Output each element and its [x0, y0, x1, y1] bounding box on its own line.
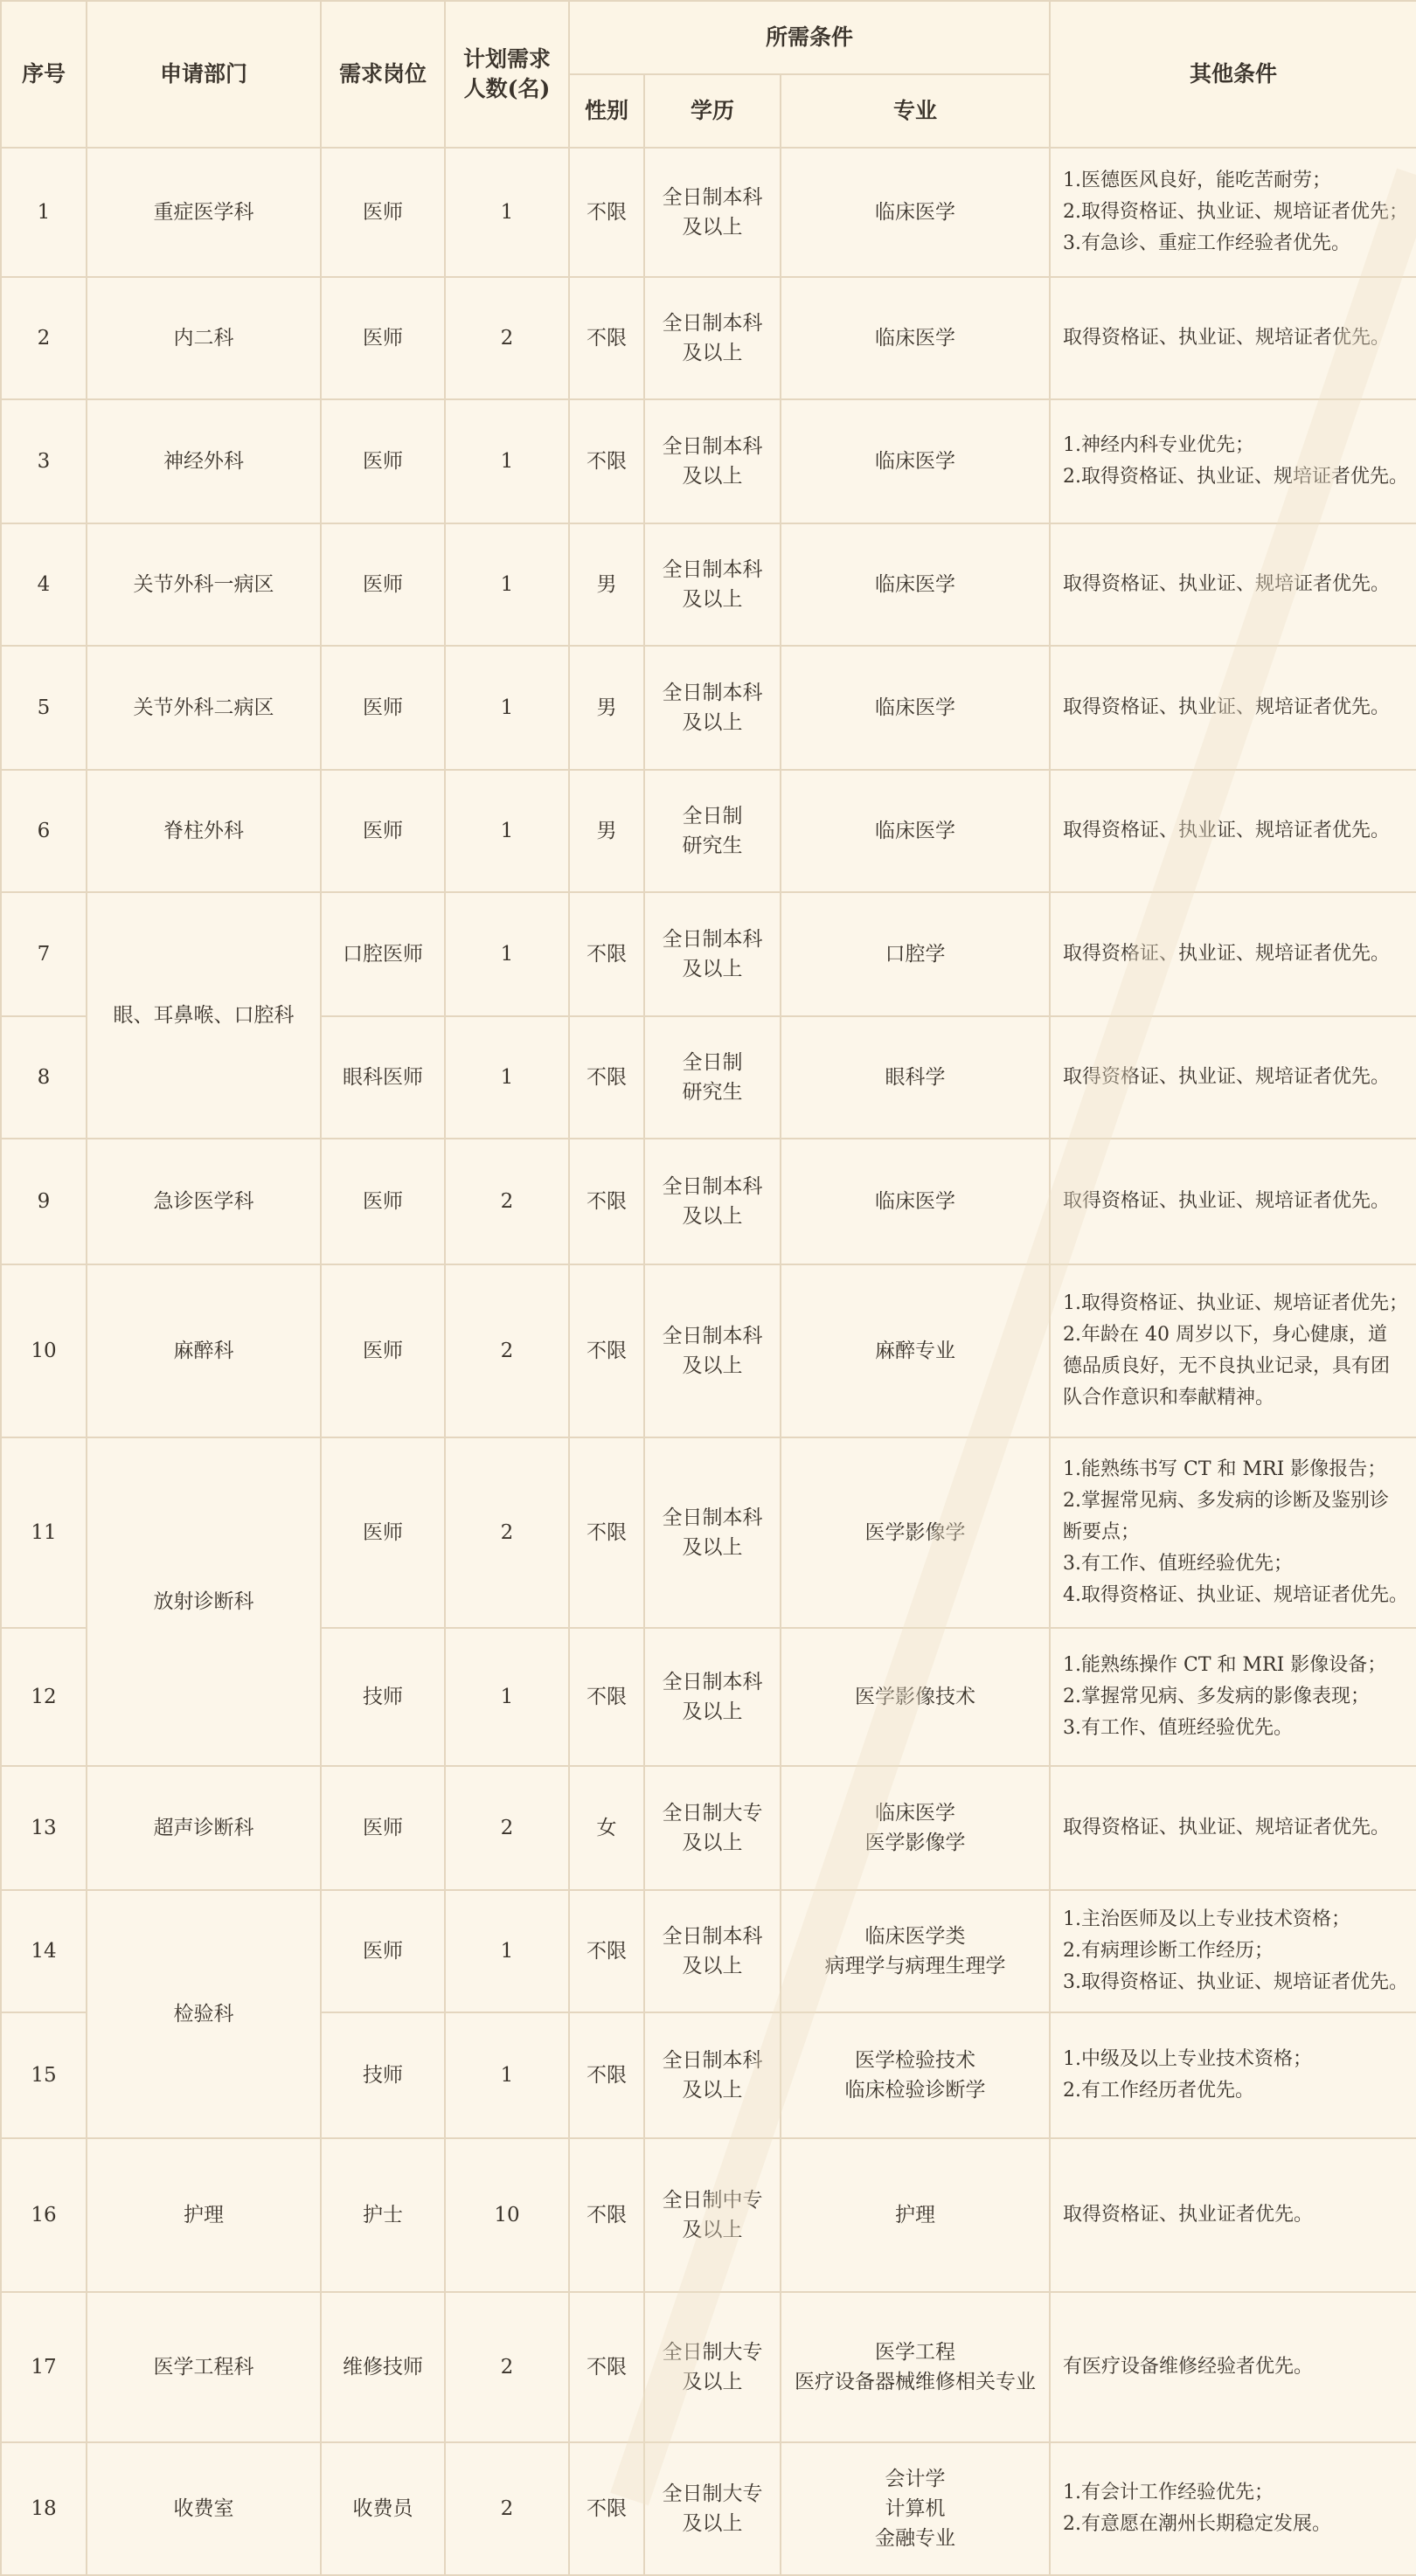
cell-index: 15: [1, 2012, 87, 2138]
cell-major-line: 临床医学: [875, 450, 955, 473]
cell-major: [781, 399, 1050, 523]
cell-education-line: 及以上: [682, 1205, 743, 1228]
cell-education-line: 全日制本科: [662, 1506, 763, 1529]
cell-major-line: 临床医学类: [864, 1925, 966, 1948]
cell-education-line: 全日制本科: [662, 2049, 763, 2072]
cell-position: 医师: [321, 770, 445, 892]
cell-other: [1050, 1628, 1416, 1766]
cell-department: 收费室: [87, 2442, 321, 2575]
cell-other-line: 断要点；: [1063, 1521, 1141, 1543]
cell-department: 神经外科: [87, 399, 321, 523]
cell-other: [1050, 1766, 1416, 1890]
cell-other-line: 有医疗设备维修经验者优先。: [1063, 2356, 1314, 2378]
table-row: [1, 646, 1416, 770]
header-count-line2: 人数(名): [463, 76, 551, 101]
table-row: [1, 148, 1416, 277]
cell-other-line: 1.有会计工作经验优先；: [1063, 2482, 1274, 2503]
cell-major-line: 医学影像技术: [855, 1686, 975, 1708]
cell-other-line: 2.取得资格证、执业证、规培证者优先。: [1063, 466, 1409, 488]
cell-count: 1: [445, 399, 569, 523]
cell-department: 眼、耳鼻喉、口腔科: [87, 892, 321, 1139]
cell-education-line: 及以上: [682, 1536, 743, 1559]
cell-other-line: 德品质良好，无不良执业记录，具有团: [1063, 1355, 1391, 1377]
cell-count: 1: [445, 1890, 569, 2012]
cell-education: [644, 770, 781, 892]
cell-other-line: 1.中级及以上专业技术资格；: [1063, 2048, 1313, 2070]
cell-major-line: 临床医学: [875, 1802, 955, 1825]
cell-education: [644, 1437, 781, 1628]
cell-index: 9: [1, 1139, 87, 1264]
cell-gender: 不限: [569, 1264, 644, 1437]
cell-count: 1: [445, 892, 569, 1016]
cell-department: 急诊医学科: [87, 1139, 321, 1264]
cell-department: 放射诊断科: [87, 1437, 321, 1766]
cell-other: [1050, 1890, 1416, 2012]
cell-count: 1: [445, 2012, 569, 2138]
cell-other-line: 3.有工作、值班经验优先；: [1063, 1553, 1294, 1575]
cell-other-line: 3.有急诊、重症工作经验者优先。: [1063, 232, 1351, 254]
cell-count: 2: [445, 1766, 569, 1890]
cell-education-line: 研究生: [682, 834, 743, 857]
cell-other-line: 取得资格证、执业证、规培证者优先。: [1063, 327, 1391, 349]
cell-index: 11: [1, 1437, 87, 1628]
cell-major: [781, 1016, 1050, 1139]
cell-index: 6: [1, 770, 87, 892]
cell-education-line: 全日制本科: [662, 1671, 763, 1693]
cell-major-line: 临床检验诊断学: [844, 2079, 986, 2102]
table-row: [1, 1890, 1416, 2012]
cell-other-line: 2.掌握常见病、多发病的诊断及鉴别诊: [1063, 1490, 1390, 1512]
cell-other-line: 2.有意愿在潮州长期稳定发展。: [1063, 2513, 1332, 2535]
header-count-line1: 计划需求: [462, 46, 551, 72]
cell-major: [781, 1766, 1050, 1890]
cell-index: 14: [1, 1890, 87, 2012]
cell-position: 医师: [321, 277, 445, 399]
cell-major: [781, 892, 1050, 1016]
cell-count: 1: [445, 523, 569, 646]
cell-index: 3: [1, 399, 87, 523]
cell-other-line: 取得资格证、执业证、规培证者优先。: [1063, 696, 1391, 718]
cell-other: [1050, 646, 1416, 770]
cell-gender: 不限: [569, 1016, 644, 1139]
table-row: [1, 2138, 1416, 2292]
cell-education: [644, 2442, 781, 2575]
cell-index: 16: [1, 2138, 87, 2292]
cell-major: [781, 277, 1050, 399]
table-row: [1, 277, 1416, 399]
cell-other-line: 3.取得资格证、执业证、规培证者优先。: [1063, 1971, 1409, 1993]
cell-count: 2: [445, 2442, 569, 2575]
cell-major-line: 临床医学: [875, 201, 955, 224]
cell-gender: 不限: [569, 399, 644, 523]
cell-education: [644, 1766, 781, 1890]
cell-department: 脊柱外科: [87, 770, 321, 892]
cell-department: 重症医学科: [87, 148, 321, 277]
cell-other-line: 1.医德医风良好，能吃苦耐劳；: [1063, 170, 1332, 191]
cell-major-line: 医学工程: [875, 2341, 955, 2364]
cell-position: 维修技师: [321, 2292, 445, 2442]
cell-education-line: 及以上: [682, 342, 743, 364]
cell-major-line: 眼科学: [885, 1066, 946, 1089]
cell-major: [781, 148, 1050, 277]
cell-education: [644, 1628, 781, 1766]
cell-major: [781, 770, 1050, 892]
header-department: 申请部门: [87, 1, 321, 148]
cell-major-line: 会计学: [885, 2468, 946, 2490]
table-row: [1, 1264, 1416, 1437]
cell-gender: 不限: [569, 1139, 644, 1264]
cell-other: [1050, 2442, 1416, 2575]
cell-other: [1050, 2138, 1416, 2292]
cell-education-line: 全日制大专: [662, 1802, 763, 1825]
cell-position: 医师: [321, 1139, 445, 1264]
cell-other-line: 1.神经内科专业优先；: [1063, 434, 1255, 456]
cell-education: [644, 523, 781, 646]
cell-position: 眼科医师: [321, 1016, 445, 1139]
table-row: [1, 2442, 1416, 2575]
cell-count: 2: [445, 1139, 569, 1264]
table-row: [1, 1437, 1416, 1628]
cell-other-line: 取得资格证、执业证、规培证者优先。: [1063, 820, 1391, 841]
cell-gender: 男: [569, 523, 644, 646]
cell-major: [781, 1264, 1050, 1437]
cell-count: 2: [445, 2292, 569, 2442]
cell-major-line: 病理学与病理生理学: [824, 1955, 1006, 1977]
table-row: [1, 2292, 1416, 2442]
cell-other: [1050, 523, 1416, 646]
cell-education-line: 及以上: [682, 1955, 743, 1977]
cell-position: 医师: [321, 148, 445, 277]
cell-other: [1050, 1016, 1416, 1139]
cell-position: 医师: [321, 523, 445, 646]
cell-count: 1: [445, 1628, 569, 1766]
cell-other: [1050, 1139, 1416, 1264]
cell-major-line: 医学影像学: [864, 1521, 966, 1544]
cell-gender: 男: [569, 646, 644, 770]
cell-department: 护理: [87, 2138, 321, 2292]
cell-department: 关节外科一病区: [87, 523, 321, 646]
cell-education: [644, 1264, 781, 1437]
cell-count: 1: [445, 148, 569, 277]
cell-education-line: 研究生: [682, 1081, 743, 1104]
cell-position: 护士: [321, 2138, 445, 2292]
cell-index: 7: [1, 892, 87, 1016]
cell-other-line: 1.能熟练操作 CT 和 MRI 影像设备；: [1063, 1654, 1387, 1676]
cell-gender: 不限: [569, 892, 644, 1016]
cell-other: [1050, 148, 1416, 277]
header-required: 所需条件: [569, 1, 1050, 74]
table-row: [1, 892, 1416, 1016]
cell-education-line: 全日制本科: [662, 435, 763, 458]
cell-other-line: 队合作意识和奉献精神。: [1063, 1387, 1275, 1409]
cell-other: [1050, 892, 1416, 1016]
cell-other-line: 取得资格证、执业证、规培证者优先。: [1063, 1066, 1391, 1088]
cell-department: 检验科: [87, 1890, 321, 2138]
cell-major-line: 护理: [895, 2204, 935, 2226]
cell-other: [1050, 1264, 1416, 1437]
cell-department: 超声诊断科: [87, 1766, 321, 1890]
cell-major-line: 医学影像学: [864, 1832, 966, 1854]
cell-position: 医师: [321, 646, 445, 770]
cell-department: 医学工程科: [87, 2292, 321, 2442]
cell-major-line: 医疗设备器械维修相关专业: [795, 2371, 1036, 2393]
cell-gender: 女: [569, 1766, 644, 1890]
cell-other-line: 4.取得资格证、执业证、规培证者优先。: [1063, 1584, 1409, 1606]
cell-position: 收费员: [321, 2442, 445, 2575]
cell-education: [644, 2292, 781, 2442]
cell-count: 2: [445, 1264, 569, 1437]
cell-major: [781, 523, 1050, 646]
table-row: [1, 523, 1416, 646]
cell-major: [781, 1628, 1050, 1766]
cell-position: 技师: [321, 1628, 445, 1766]
cell-index: 12: [1, 1628, 87, 1766]
cell-gender: 不限: [569, 277, 644, 399]
cell-education-line: 及以上: [682, 958, 743, 980]
cell-other-line: 2.年龄在 40 周岁以下，身心健康，道: [1063, 1324, 1387, 1346]
header-education: 学历: [644, 74, 781, 148]
cell-major-line: 金融专业: [875, 2527, 955, 2550]
cell-gender: 不限: [569, 2138, 644, 2292]
cell-position: 技师: [321, 2012, 445, 2138]
cell-education-line: 及以上: [682, 1700, 743, 1723]
cell-position: 医师: [321, 1437, 445, 1628]
cell-count: 1: [445, 1016, 569, 1139]
cell-count: 2: [445, 1437, 569, 1628]
header-index: 序号: [1, 1, 87, 148]
cell-gender: 男: [569, 770, 644, 892]
cell-education-line: 及以上: [682, 588, 743, 611]
cell-gender: 不限: [569, 2292, 644, 2442]
cell-other: [1050, 2012, 1416, 2138]
cell-education: [644, 2138, 781, 2292]
cell-index: 13: [1, 1766, 87, 1890]
table-row: [1, 1766, 1416, 1890]
cell-education: [644, 277, 781, 399]
cell-major-line: 临床医学: [875, 573, 955, 596]
cell-index: 8: [1, 1016, 87, 1139]
cell-major-line: 临床医学: [875, 1190, 955, 1213]
cell-education-line: 及以上: [682, 2512, 743, 2535]
cell-education: [644, 646, 781, 770]
cell-education-line: 全日制大专: [662, 2341, 763, 2364]
cell-other: [1050, 770, 1416, 892]
header-position: 需求岗位: [321, 1, 445, 148]
table-row: [1, 1139, 1416, 1264]
cell-index: 2: [1, 277, 87, 399]
cell-position: 口腔医师: [321, 892, 445, 1016]
cell-education: [644, 399, 781, 523]
cell-education-line: 及以上: [682, 2371, 743, 2393]
cell-index: 17: [1, 2292, 87, 2442]
cell-major: [781, 1437, 1050, 1628]
table-row: [1, 399, 1416, 523]
cell-education-line: 全日制大专: [662, 2483, 763, 2505]
cell-major: [781, 1139, 1050, 1264]
cell-major-line: 临床医学: [875, 820, 955, 842]
cell-other-line: 2.有病理诊断工作经历；: [1063, 1940, 1274, 1962]
cell-other-line: 1.主治医师及以上专业技术资格；: [1063, 1908, 1351, 1930]
cell-other: [1050, 277, 1416, 399]
cell-other-line: 1.取得资格证、执业证、规培证者优先；: [1063, 1292, 1409, 1314]
cell-major-line: 临床医学: [875, 327, 955, 350]
cell-department: 关节外科二病区: [87, 646, 321, 770]
cell-education: [644, 2012, 781, 2138]
cell-gender: 不限: [569, 148, 644, 277]
cell-other-line: 取得资格证、执业证、规培证者优先。: [1063, 1817, 1391, 1839]
cell-count: 10: [445, 2138, 569, 2292]
table-body: [1, 148, 1416, 2575]
cell-index: 4: [1, 523, 87, 646]
cell-major: [781, 1890, 1050, 2012]
cell-major-line: 计算机: [885, 2497, 946, 2520]
cell-education-line: 全日制本科: [662, 558, 763, 581]
cell-other-line: 取得资格证、执业证、规培证者优先。: [1063, 1190, 1391, 1212]
cell-education-line: 及以上: [682, 465, 743, 488]
cell-position: 医师: [321, 399, 445, 523]
cell-index: 5: [1, 646, 87, 770]
header-other: 其他条件: [1050, 1, 1416, 148]
cell-index: 10: [1, 1264, 87, 1437]
cell-education: [644, 148, 781, 277]
cell-education: [644, 1890, 781, 2012]
cell-major: [781, 2012, 1050, 2138]
cell-education-line: 全日制本科: [662, 186, 763, 209]
cell-other-line: 1.能熟练书写 CT 和 MRI 影像报告；: [1063, 1458, 1387, 1480]
table-row: [1, 770, 1416, 892]
cell-other-line: 2.有工作经历者优先。: [1063, 2080, 1255, 2102]
cell-education-line: 全日制本科: [662, 928, 763, 951]
cell-other: [1050, 1437, 1416, 1628]
header-major: 专业: [781, 74, 1050, 148]
cell-major: [781, 2292, 1050, 2442]
cell-major: [781, 2442, 1050, 2575]
cell-major: [781, 646, 1050, 770]
cell-count: 1: [445, 770, 569, 892]
cell-major-line: 医学检验技术: [855, 2049, 975, 2072]
cell-education-line: 全日制: [682, 805, 743, 828]
cell-major: [781, 2138, 1050, 2292]
cell-education-line: 及以上: [682, 711, 743, 734]
cell-count: 1: [445, 646, 569, 770]
cell-other-line: 取得资格证、执业证、规培证者优先。: [1063, 943, 1391, 965]
cell-education: [644, 1139, 781, 1264]
cell-department: 内二科: [87, 277, 321, 399]
cell-major-line: 口腔学: [885, 943, 946, 966]
cell-index: 1: [1, 148, 87, 277]
cell-education-line: 及以上: [682, 216, 743, 239]
cell-major-line: 临床医学: [875, 696, 955, 719]
cell-education: [644, 1016, 781, 1139]
cell-count: 2: [445, 277, 569, 399]
cell-position: 医师: [321, 1766, 445, 1890]
cell-other-line: 取得资格证、执业证、规培证者优先。: [1063, 573, 1391, 595]
header-count: [445, 1, 569, 148]
cell-other-line: 3.有工作、值班经验优先。: [1063, 1717, 1294, 1739]
cell-position: 医师: [321, 1890, 445, 2012]
cell-major-line: 麻醉专业: [875, 1340, 955, 1362]
cell-education-line: 全日制: [682, 1051, 743, 1074]
cell-department: 麻醉科: [87, 1264, 321, 1437]
cell-other-line: 取得资格证、执业证者优先。: [1063, 2204, 1314, 2226]
cell-position: 医师: [321, 1264, 445, 1437]
cell-gender: 不限: [569, 1437, 644, 1628]
cell-index: 18: [1, 2442, 87, 2575]
cell-gender: 不限: [569, 1890, 644, 2012]
cell-education-line: 全日制中专: [662, 2189, 763, 2212]
cell-education-line: 全日制本科: [662, 682, 763, 704]
cell-education: [644, 892, 781, 1016]
cell-other: [1050, 2292, 1416, 2442]
cell-other: [1050, 399, 1416, 523]
cell-education-line: 及以上: [682, 1832, 743, 1854]
cell-education-line: 及以上: [682, 2219, 743, 2241]
cell-education-line: 全日制本科: [662, 312, 763, 335]
cell-education-line: 及以上: [682, 1354, 743, 1377]
cell-education-line: 全日制本科: [662, 1175, 763, 1198]
header-gender: 性别: [569, 74, 644, 148]
cell-education-line: 及以上: [682, 2079, 743, 2102]
cell-education-line: 全日制本科: [662, 1325, 763, 1347]
cell-gender: 不限: [569, 1628, 644, 1766]
cell-education-line: 全日制本科: [662, 1925, 763, 1948]
cell-other-line: 2.取得资格证、执业证、规培证者优先；: [1063, 201, 1409, 223]
cell-gender: 不限: [569, 2012, 644, 2138]
cell-other-line: 2.掌握常见病、多发病的影像表现；: [1063, 1686, 1371, 1707]
cell-gender: 不限: [569, 2442, 644, 2575]
